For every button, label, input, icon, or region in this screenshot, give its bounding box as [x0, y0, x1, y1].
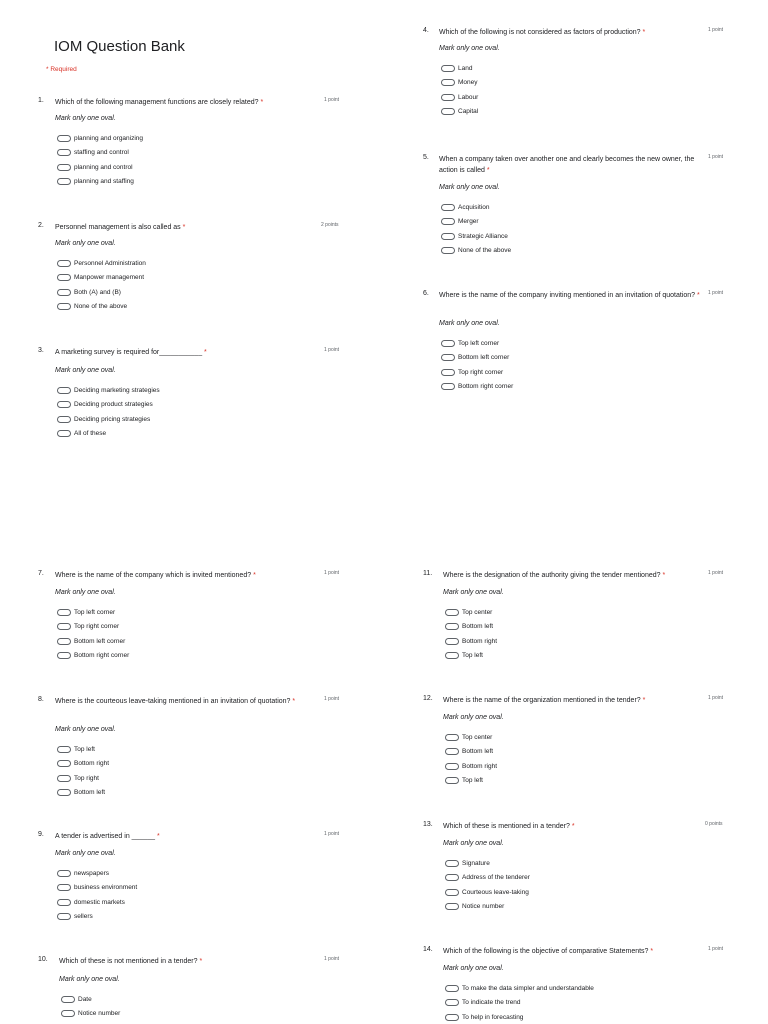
option-label: Deciding marketing strategies [74, 386, 160, 394]
question-instruction: Mark only one oval. [55, 589, 116, 596]
option[interactable] [57, 788, 105, 798]
question-instruction: Mark only one oval. [443, 965, 504, 972]
question-text-content: A tender is advertised in ______ [55, 833, 156, 840]
radio-oval[interactable] [441, 247, 455, 254]
radio-oval[interactable] [57, 623, 71, 630]
question-text-content: Which of the following is not considered as factors of production? [439, 29, 641, 36]
question-text [55, 347, 315, 358]
option[interactable] [61, 1009, 120, 1019]
radio-oval[interactable] [57, 884, 71, 891]
radio-oval[interactable] [57, 387, 71, 394]
question-7 [38, 570, 348, 659]
question-text-content: Which of the following is the objective of comparative Statements? [443, 948, 649, 955]
option[interactable] [445, 902, 504, 912]
option[interactable] [57, 258, 146, 268]
radio-oval[interactable] [57, 899, 71, 906]
required-asterisk: * [571, 823, 575, 830]
option[interactable] [445, 607, 492, 617]
question-text [59, 956, 315, 967]
option[interactable] [445, 747, 493, 757]
radio-oval[interactable] [57, 775, 71, 782]
question-header [38, 831, 348, 842]
option-label: staffing and control [74, 149, 129, 156]
option[interactable] [57, 429, 106, 439]
question-number: 8. [38, 696, 44, 703]
question-points: 1 point [324, 347, 340, 353]
question-number: 4. [423, 27, 429, 34]
question-header [38, 696, 348, 707]
option[interactable] [61, 994, 92, 1004]
option[interactable] [57, 414, 150, 424]
question-header [423, 27, 733, 38]
question-text [443, 570, 703, 581]
radio-oval[interactable] [445, 638, 459, 645]
question-text-content: Where is the name of the company inviting mentioned in an invitation of quotation? [439, 292, 696, 299]
option-label: None of the above [458, 247, 512, 254]
option-label: Top right [74, 774, 99, 782]
radio-oval[interactable] [57, 260, 71, 267]
option-label: Top center [462, 608, 493, 616]
option-label: business environment [74, 884, 138, 891]
question-instruction: Mark only one oval. [55, 726, 116, 733]
option-label: Deciding pricing strategies [74, 415, 151, 423]
question-text-content: Where is the courteous leave-taking mentioned in an invitation of quotation? [55, 698, 291, 705]
radio-oval[interactable] [445, 860, 459, 867]
radio-oval[interactable] [445, 652, 459, 659]
radio-oval[interactable] [445, 1014, 459, 1021]
question-header [423, 290, 733, 301]
question-text-content: Which of these is not mentioned in a tender? [59, 958, 198, 965]
radio-oval[interactable] [445, 623, 459, 630]
radio-oval[interactable] [441, 218, 455, 225]
option[interactable] [441, 382, 513, 392]
option-label: Bottom left corner [74, 637, 126, 645]
option-label: Bottom right [462, 762, 498, 770]
option-label: None of the above [74, 303, 128, 310]
radio-oval[interactable] [445, 999, 459, 1006]
question-header [38, 956, 348, 967]
option-label: Top right corner [458, 368, 504, 376]
question-3 [38, 347, 348, 437]
question-text-content: Where is the name of the organization mentioned in the tender? [443, 697, 641, 704]
question-points: 1 point [324, 696, 340, 702]
radio-oval[interactable] [57, 289, 71, 296]
question-text [55, 222, 315, 233]
option[interactable] [445, 873, 530, 883]
option-label: Bottom left [74, 789, 106, 796]
question-2 [38, 222, 348, 310]
option-label: planning and staffing [74, 178, 134, 185]
option[interactable] [445, 776, 483, 786]
required-asterisk: * [292, 698, 296, 705]
option[interactable] [445, 998, 521, 1008]
question-instruction: Mark only one oval. [55, 367, 116, 374]
option-label: To make the data simpler and understandable [462, 984, 594, 992]
question-points: 1 point [324, 97, 340, 103]
option-label: domestic markets [74, 898, 125, 906]
option[interactable] [441, 78, 478, 88]
radio-oval[interactable] [57, 652, 71, 659]
question-text-content: Which of the following management functions are closely related? [55, 99, 259, 106]
option[interactable] [57, 148, 129, 158]
question-instruction: Mark only one oval. [443, 840, 504, 847]
option[interactable] [57, 651, 129, 661]
option-label: Address of the tenderer [462, 874, 530, 881]
required-asterisk: * [662, 572, 666, 579]
required-asterisk: * [199, 958, 203, 965]
option[interactable] [441, 202, 489, 212]
radio-oval[interactable] [441, 369, 455, 376]
option-label: Top left [74, 745, 95, 753]
option[interactable] [445, 1012, 523, 1022]
required-asterisk: * [650, 948, 654, 955]
question-instruction: Mark only one oval. [439, 320, 500, 327]
option-label: sellers [74, 913, 93, 920]
radio-oval[interactable] [61, 1010, 75, 1017]
option-label: newspapers [74, 869, 110, 877]
option-label: Acquisition [458, 203, 490, 211]
question-header [423, 154, 733, 174]
radio-oval[interactable] [441, 108, 455, 115]
required-asterisk: * [204, 349, 207, 356]
question-text [55, 696, 315, 707]
question-number: 14. [423, 946, 433, 953]
radio-oval[interactable] [57, 638, 71, 645]
question-text [443, 821, 701, 832]
required-asterisk: * [182, 224, 186, 231]
radio-oval[interactable] [57, 303, 71, 310]
question-points: 1 point [324, 831, 340, 837]
option[interactable] [441, 217, 479, 227]
option-label: Bottom right [74, 760, 110, 767]
option[interactable] [445, 651, 483, 661]
option-label: Money [458, 79, 478, 86]
option[interactable] [441, 338, 499, 348]
option[interactable] [57, 287, 121, 297]
option-label: Merger [458, 218, 479, 225]
question-number: 5. [423, 154, 429, 161]
radio-oval[interactable] [441, 204, 455, 211]
question-instruction: Mark only one oval. [55, 115, 116, 122]
option[interactable] [57, 133, 143, 143]
option[interactable] [445, 983, 594, 993]
question-points: 0 points [705, 821, 723, 827]
required-asterisk: * [156, 833, 160, 840]
option-label: Both (A) and (B) [74, 288, 121, 296]
question-points: 1 point [324, 570, 340, 576]
radio-oval[interactable] [445, 903, 459, 910]
option[interactable] [57, 622, 119, 632]
question-instruction: Mark only one oval. [443, 714, 504, 721]
option[interactable] [57, 912, 93, 922]
question-points: 1 point [708, 154, 724, 160]
radio-oval[interactable] [57, 430, 71, 437]
question-header [423, 695, 733, 706]
required-asterisk: * [642, 29, 646, 36]
radio-oval[interactable] [57, 609, 71, 616]
option[interactable] [57, 400, 153, 410]
option[interactable] [57, 302, 127, 312]
option[interactable] [57, 759, 109, 769]
question-points: 1 point [324, 956, 340, 962]
question-header [38, 347, 348, 358]
question-instruction: Mark only one oval. [55, 240, 116, 247]
radio-oval[interactable] [441, 233, 455, 240]
radio-oval[interactable] [57, 789, 71, 796]
question-header [38, 222, 348, 233]
question-header [38, 570, 348, 581]
option-label: Personnel Administration [74, 259, 146, 267]
question-text-content: Where is the designation of the authority giving the tender mentioned? [443, 572, 661, 579]
option[interactable] [445, 622, 493, 632]
option-label: Strategic Alliance [458, 232, 508, 240]
question-text [55, 97, 315, 108]
radio-oval[interactable] [61, 996, 75, 1003]
required-asterisk: * [253, 572, 256, 579]
option[interactable] [57, 744, 95, 754]
option[interactable] [441, 63, 472, 73]
required-note: * Required [46, 66, 77, 73]
radio-oval[interactable] [57, 178, 71, 185]
question-points: 2 points [321, 222, 339, 228]
option-label: Bottom right [462, 637, 498, 645]
question-points: 1 point [708, 290, 724, 296]
question-text-content: Where is the name of the company which is invited mentioned? [55, 572, 252, 579]
option[interactable] [57, 607, 115, 617]
question-number: 11. [423, 570, 433, 577]
required-asterisk: * [697, 292, 700, 299]
option[interactable] [57, 883, 137, 893]
question-number: 2. [38, 222, 44, 229]
question-instruction: Mark only one oval. [443, 589, 504, 596]
option[interactable] [445, 858, 490, 868]
question-text-content: Which of these is mentioned in a tender? [443, 823, 570, 830]
question-header [423, 570, 733, 581]
radio-oval[interactable] [441, 94, 455, 101]
radio-oval[interactable] [57, 135, 71, 142]
required-asterisk: * [486, 167, 490, 174]
required-asterisk: * [642, 697, 646, 704]
option[interactable] [441, 231, 508, 241]
question-number: 9. [38, 831, 44, 838]
question-points: 1 point [708, 946, 724, 952]
radio-oval[interactable] [57, 401, 71, 408]
option-label: Top right corner [74, 623, 120, 630]
question-number: 6. [423, 290, 429, 297]
question-instruction: Mark only one oval. [439, 184, 500, 191]
radio-oval[interactable] [441, 65, 455, 72]
option-label: Signature [462, 859, 490, 867]
option[interactable] [57, 177, 134, 187]
radio-oval[interactable] [445, 763, 459, 770]
option[interactable] [441, 367, 503, 377]
option[interactable] [445, 732, 492, 742]
question-text [439, 27, 701, 38]
question-text [439, 154, 701, 176]
option-label: Bottom right corner [458, 383, 514, 390]
option-label: Manpower management [74, 274, 145, 281]
question-text [439, 290, 701, 301]
option-label: Top left corner [458, 339, 500, 347]
radio-oval[interactable] [57, 149, 71, 156]
question-points: 1 point [708, 570, 724, 576]
question-1 [38, 97, 348, 185]
question-number: 7. [38, 570, 44, 577]
radio-oval[interactable] [57, 870, 71, 877]
option-label: To help in forecasting [462, 1013, 524, 1021]
required-asterisk: * [260, 99, 264, 106]
radio-oval[interactable] [441, 340, 455, 347]
option[interactable] [57, 897, 125, 907]
question-instruction: Mark only one oval. [59, 976, 120, 983]
question-10 [38, 956, 348, 1017]
option-label: Bottom left [462, 748, 494, 755]
option-label: Courteous leave-taking [462, 888, 529, 896]
option[interactable] [57, 385, 160, 395]
question-text [443, 946, 703, 957]
question-6 [423, 290, 733, 390]
question-number: 3. [38, 347, 44, 354]
option-label: Date [78, 995, 92, 1003]
radio-oval[interactable] [445, 609, 459, 616]
option-label: To indicate the trend [462, 999, 521, 1006]
radio-oval[interactable] [57, 760, 71, 767]
question-points: 1 point [708, 695, 724, 701]
radio-oval[interactable] [441, 383, 455, 390]
question-9 [38, 831, 348, 920]
question-text-content: Personnel management is also called as [55, 224, 181, 231]
question-text-content: A marketing survey is required for___________ [55, 349, 203, 356]
question-13 [423, 821, 733, 910]
option[interactable] [445, 887, 529, 897]
question-points: 1 point [708, 27, 724, 33]
option[interactable] [57, 868, 109, 878]
option[interactable] [441, 353, 509, 363]
option-label: Bottom left corner [458, 354, 510, 361]
question-14 [423, 946, 733, 1021]
option-label: Top left corner [74, 608, 116, 616]
option-label: planning and control [74, 163, 133, 171]
radio-oval[interactable] [445, 889, 459, 896]
radio-oval[interactable] [57, 416, 71, 423]
question-number: 1. [38, 97, 44, 104]
radio-oval[interactable] [57, 913, 71, 920]
question-header [423, 821, 733, 832]
question-number: 13. [423, 821, 433, 828]
radio-oval[interactable] [57, 274, 71, 281]
question-number: 12. [423, 695, 433, 702]
radio-oval[interactable] [445, 734, 459, 741]
question-instruction: Mark only one oval. [439, 45, 500, 52]
option-label: Top left [462, 652, 483, 659]
option-label: Capital [458, 108, 479, 115]
option[interactable] [57, 636, 125, 646]
question-11 [423, 570, 733, 659]
option-label: Top center [462, 733, 493, 741]
question-number: 10. [38, 956, 48, 963]
option-label: planning and organizing [74, 134, 144, 142]
option-label: Notice number [462, 903, 505, 910]
option-label: Bottom left [462, 623, 494, 630]
option[interactable] [445, 761, 497, 771]
radio-oval[interactable] [445, 748, 459, 755]
question-text [55, 570, 315, 581]
option[interactable] [441, 92, 478, 102]
option[interactable] [441, 246, 511, 256]
option-label: Notice number [78, 1010, 121, 1017]
radio-oval[interactable] [441, 79, 455, 86]
option[interactable] [57, 162, 133, 172]
option[interactable] [445, 636, 497, 646]
option[interactable] [441, 107, 478, 117]
radio-oval[interactable] [445, 985, 459, 992]
question-text [55, 831, 315, 842]
option-label: Bottom right corner [74, 652, 130, 659]
radio-oval[interactable] [57, 746, 71, 753]
question-5 [423, 154, 733, 254]
option-label: Top left [462, 777, 483, 784]
form-title: IOM Question Bank [54, 38, 185, 55]
radio-oval[interactable] [57, 164, 71, 171]
option-label: Deciding product strategies [74, 401, 153, 408]
question-text-content: When a company taken over another one and clearly becomes the new owner, the action is called [439, 156, 695, 174]
question-8 [38, 696, 348, 796]
question-header [423, 946, 733, 957]
radio-oval[interactable] [445, 874, 459, 881]
option-label: Labour [458, 93, 479, 101]
question-header [38, 97, 348, 108]
question-instruction: Mark only one oval. [55, 850, 116, 857]
option-label: Land [458, 64, 473, 72]
question-4 [423, 27, 733, 115]
option[interactable] [57, 273, 144, 283]
option-label: All of these [74, 430, 107, 437]
radio-oval[interactable] [441, 354, 455, 361]
radio-oval[interactable] [445, 777, 459, 784]
question-12 [423, 695, 733, 784]
option[interactable] [57, 773, 99, 783]
question-text [443, 695, 703, 706]
